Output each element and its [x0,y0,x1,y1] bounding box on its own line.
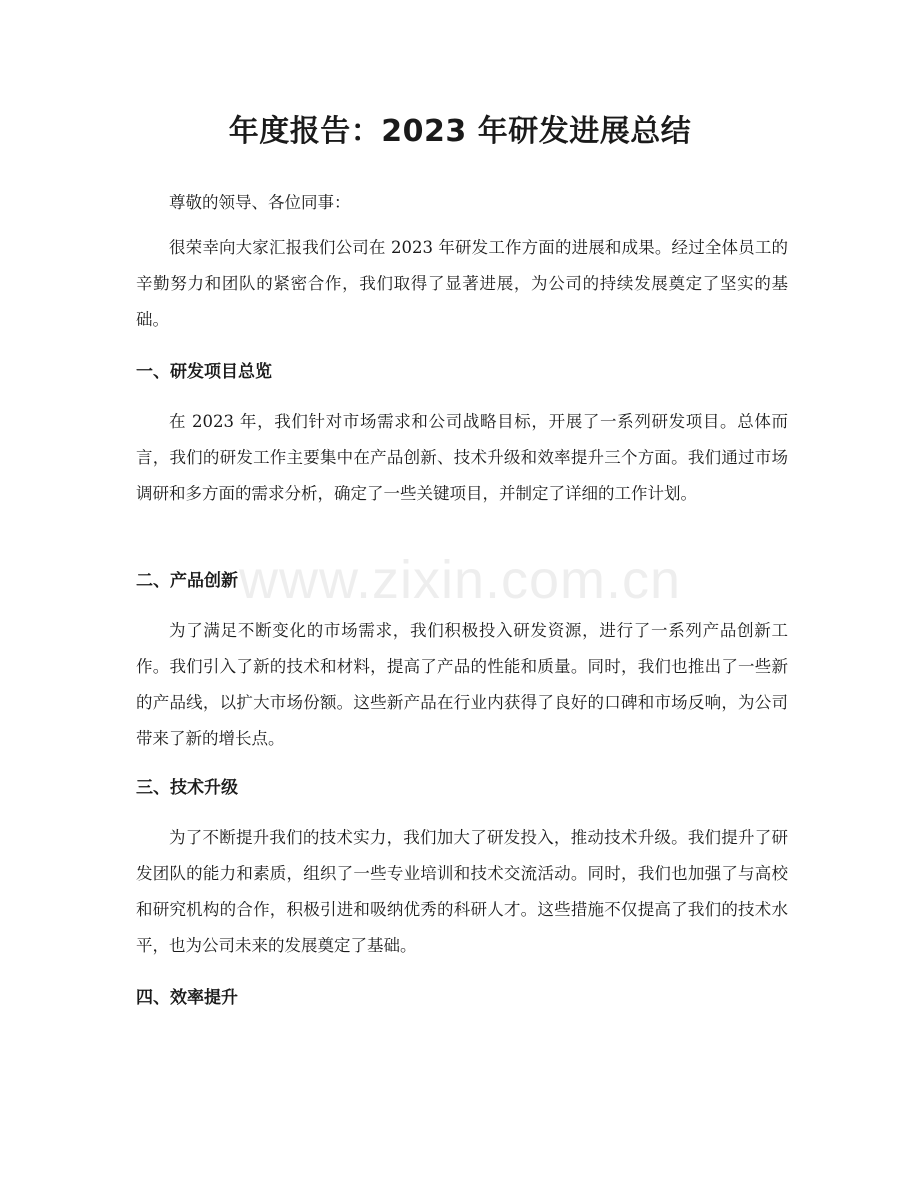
section-heading-product-innovation: 二、产品创新 [136,571,238,591]
section-body-product-innovation: 为了满足不断变化的市场需求，我们积极投入研发资源，进行了一系列产品创新工作。我们引入了新的技术和材料，提高了产品的性能和质量。同时，我们也推出了一些新的产品线，以扩大市场份额。这些新产品在行业内获得了良好的口碑和市场反响，为公司带来了新的增长点。 [136,621,788,748]
intro-paragraph: 很荣幸向大家汇报我们公司在 2023 年研发工作方面的进展和成果。经过全体员工的辛勤努力和团队的紧密合作，我们取得了显著进展，为公司的持续发展奠定了坚实的基础。 [136,238,788,329]
section-heading-efficiency: 四、效率提升 [136,988,238,1008]
section-body-tech-upgrade: 为了不断提升我们的技术实力，我们加大了研发投入，推动技术升级。我们提升了研发团队的能力和素质，组织了一些专业培训和技术交流活动。同时，我们也加强了与高校和研究机构的合作，积极引进和吸纳优秀的科研人才。这些措施不仅提高了我们的技术水平，也为公司未来的发展奠定了基础。 [136,828,788,955]
document-title: 年度报告：2023 年研发进展总结 [228,114,692,149]
section-body-overview: 在 2023 年，我们针对市场需求和公司战略目标，开展了一系列研发项目。总体而言，我们的研发工作主要集中在产品创新、技术升级和效率提升三个方面。我们通过市场调研和多方面的需求分析，确定了一些关键项目，并制定了详细的工作计划。 [136,412,788,503]
watermark: www.zixin.com.cn [238,550,682,610]
section-heading-tech-upgrade: 三、技术升级 [136,778,238,798]
salutation: 尊敬的领导、各位同事： [169,193,351,212]
section-heading-overview: 一、研发项目总览 [136,362,272,382]
